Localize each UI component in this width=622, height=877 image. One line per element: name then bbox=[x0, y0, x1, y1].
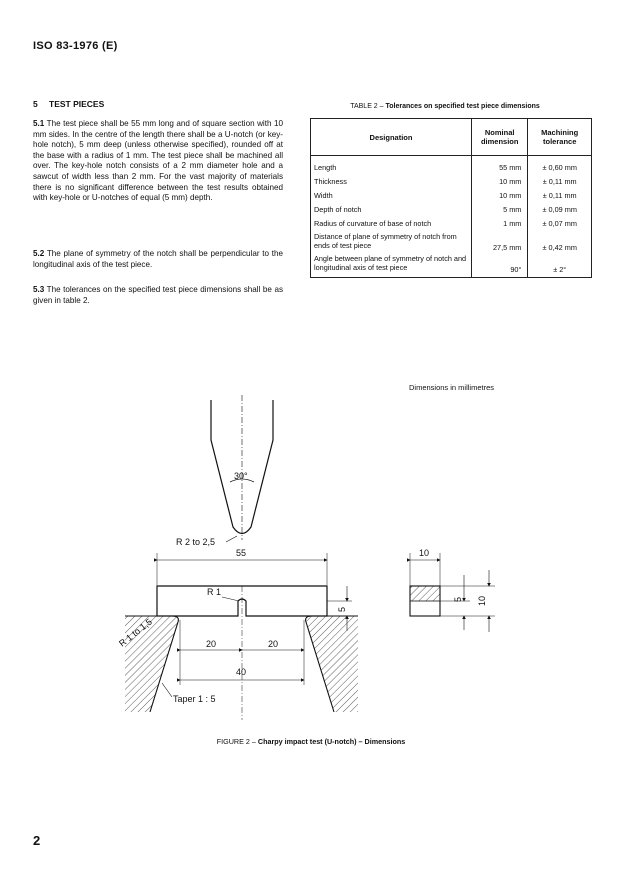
section-number: 5 bbox=[33, 99, 38, 109]
figure-caption-title: Charpy impact test (U-notch) – Dimensions bbox=[257, 737, 406, 746]
figure-caption-label: FIGURE 2 – bbox=[216, 737, 258, 746]
page-number: 2 bbox=[33, 833, 41, 848]
cell-designation: Depth of notch bbox=[311, 202, 472, 216]
table-row bbox=[311, 230, 592, 252]
notch-radius-label: R 1 bbox=[207, 587, 222, 597]
right-support bbox=[306, 616, 358, 712]
paragraph-text: The tolerances on the specified test piece dimensions shall be as given in table 2. bbox=[33, 285, 283, 305]
span-total-label: 40 bbox=[236, 667, 247, 677]
header-designation: Designation bbox=[311, 119, 472, 156]
table-row bbox=[311, 188, 592, 202]
span-right-label: 20 bbox=[268, 639, 279, 649]
cross-section bbox=[410, 586, 440, 616]
cell-nominal: 90° bbox=[472, 252, 528, 278]
dimensions-note: Dimensions in millimetres bbox=[409, 383, 495, 392]
table-caption-label: TABLE 2 – bbox=[350, 103, 386, 110]
cell-tolerance: ± 2° bbox=[528, 252, 592, 278]
charpy-figure bbox=[0, 390, 622, 730]
paragraph-5-3 bbox=[33, 285, 283, 306]
paragraph-number: 5.3 bbox=[33, 285, 45, 294]
cell-designation: Thickness bbox=[311, 174, 472, 188]
length-label: 55 bbox=[236, 548, 247, 558]
cell-designation: Length bbox=[311, 156, 472, 175]
paragraph-text: The test piece shall be 55 mm long and of square section with 10 mm sides. In the centre of the length there shall be a U-notch (or key-hole notch), 5 mm deep (unless otherwise specified), rounded off at the base with a radius of 1 mm. The test piece shall be machined all over. The key-hole notch consists of a 2 mm diameter hole and a sawcut of width less than 2 mm. For the vast majority of materials there is no significant difference between the test results obtained with key-hole or U-notches of equal (5 mm) depth. bbox=[33, 119, 283, 203]
section-notch-label: 5 bbox=[453, 596, 463, 602]
cell-nominal: 5 mm bbox=[472, 202, 528, 216]
taper-label: Taper 1 : 5 bbox=[173, 694, 216, 704]
table-row bbox=[311, 252, 592, 278]
paragraph-5-1 bbox=[33, 119, 283, 204]
paragraph-number: 5.2 bbox=[33, 249, 45, 258]
table-caption bbox=[300, 103, 590, 110]
table-row bbox=[311, 216, 592, 230]
section-heading bbox=[33, 99, 104, 109]
cell-nominal: 55 mm bbox=[472, 156, 528, 175]
paragraph-number: 5.1 bbox=[33, 119, 45, 128]
striker bbox=[211, 395, 273, 540]
cell-designation: Radius of curvature of base of notch bbox=[311, 216, 472, 230]
span-left-label: 20 bbox=[206, 639, 217, 649]
document-id: ISO 83-1976 (E) bbox=[33, 40, 118, 52]
section-height-label: 10 bbox=[477, 595, 487, 606]
cell-designation: Angle between plane of symmetry of notch and longitudinal axis of test piece bbox=[311, 252, 472, 278]
table-row bbox=[311, 174, 592, 188]
cell-tolerance: ± 0,11 mm bbox=[528, 174, 592, 188]
paragraph-5-2 bbox=[33, 249, 283, 270]
striker-radius-label: R 2 to 2,5 bbox=[176, 537, 216, 547]
cell-tolerance: ± 0,60 mm bbox=[528, 156, 592, 175]
cell-nominal: 1 mm bbox=[472, 216, 528, 230]
table-row bbox=[311, 156, 592, 175]
header-nominal: Nominal dimension bbox=[472, 119, 528, 156]
section-title: TEST PIECES bbox=[49, 99, 105, 109]
cell-designation: Width bbox=[311, 188, 472, 202]
cell-tolerance: ± 0,07 mm bbox=[528, 216, 592, 230]
tolerance-table bbox=[310, 118, 592, 278]
table-row bbox=[311, 202, 592, 216]
table-header-row bbox=[311, 119, 592, 156]
cell-nominal: 10 mm bbox=[472, 174, 528, 188]
cell-tolerance: ± 0,42 mm bbox=[528, 230, 592, 252]
paragraph-text: The plane of symmetry of the notch shall be perpendicular to the longitudinal axis of the test piece. bbox=[33, 249, 283, 269]
cell-tolerance: ± 0,09 mm bbox=[528, 202, 592, 216]
striker-radius-leader bbox=[226, 536, 237, 542]
header-tolerance: Machining tolerance bbox=[528, 119, 592, 156]
cell-designation: Distance of plane of symmetry of notch from ends of test piece bbox=[311, 230, 472, 252]
striker-angle-label: 30° bbox=[234, 471, 248, 481]
section-width-label: 10 bbox=[419, 548, 430, 558]
notch-depth-label: 5 bbox=[337, 606, 347, 612]
cell-tolerance: ± 0,11 mm bbox=[528, 188, 592, 202]
figure-caption bbox=[0, 737, 622, 746]
table-caption-title: Tolerances on specified test piece dimensions bbox=[385, 103, 540, 110]
cell-nominal: 27,5 mm bbox=[472, 230, 528, 252]
support-radius-label: R 1 to 1,5 bbox=[117, 616, 154, 649]
cell-nominal: 10 mm bbox=[472, 188, 528, 202]
